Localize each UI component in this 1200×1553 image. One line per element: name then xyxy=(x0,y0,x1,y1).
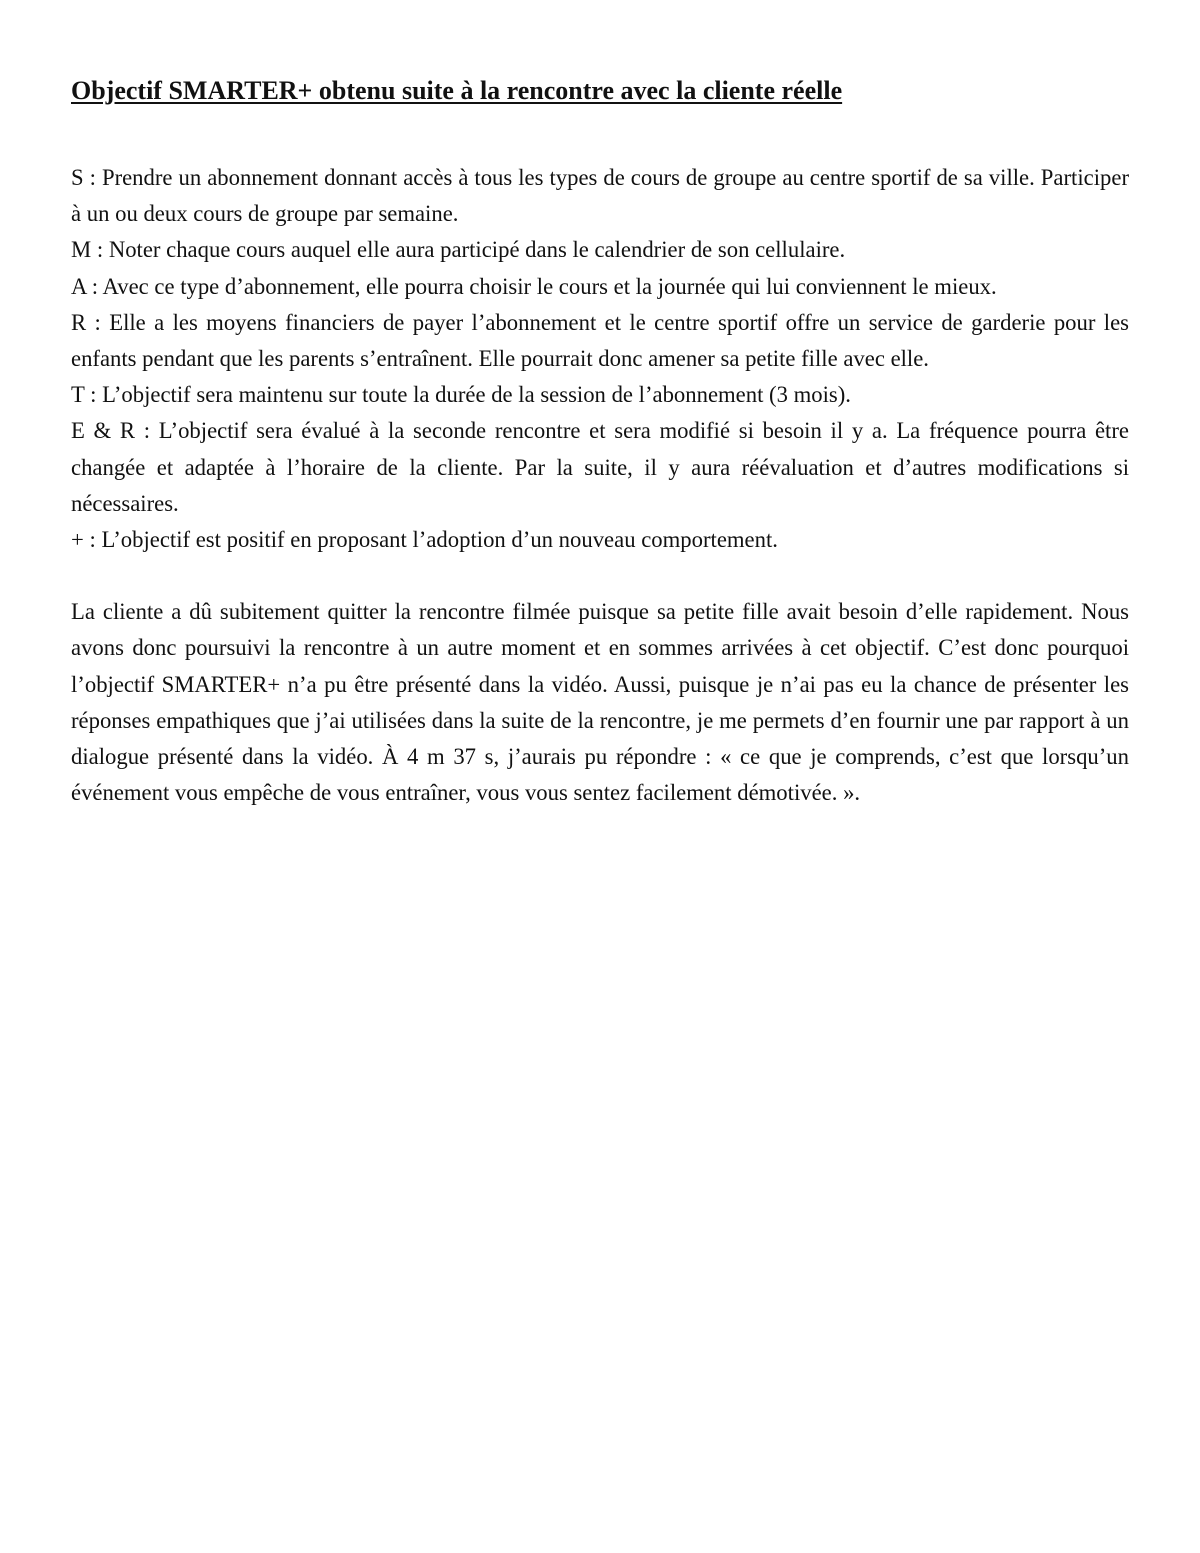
criterion-a: A : Avec ce type d’abonnement, elle pourra choisir le cours et la journée qui lui conviennent le mieux. xyxy=(71,273,997,299)
document-page xyxy=(71,72,1129,811)
criterion-t: T : L’objectif sera maintenu sur toute la durée de la session de l’abonnement (3 mois). xyxy=(71,382,851,408)
criterion-r: R : Elle a les moyens financiers de payer l’abonnement et le centre sportif offre un service de garderie pour les enfants pendant que les parents s’entraînent. Elle pourrait donc amener sa petite fille avec elle. xyxy=(71,309,1129,372)
criterion-e-r: E & R : L’objectif sera évalué à la seconde rencontre et sera modifié si besoin il y a. La fréquence pourra être changée et adaptée à l’horaire de la cliente. Par la suite, il y aura réévaluation et d’autres modifications si nécessaires. xyxy=(71,418,1129,516)
body-paragraph: La cliente a dû subitement quitter la rencontre filmée puisque sa petite fille avait besoin d’elle rapidement. Nous avons donc poursuivi la rencontre à un autre moment et en sommes arrivées à cet objectif. C’est donc pourquoi l’objectif SMARTER+ n’a pu être présenté dans la vidéo. Aussi, puisque je n’ai pas eu la chance de présenter les réponses empathiques que j’ai utilisées dans la suite de la rencontre, je me permets d’en fournir une par rapport à un dialogue présenté dans la vidéo. À 4 m 37 s, j’aurais pu répondre : « ce que je comprends, c’est que lorsqu’un événement vous empêche de vous entraîner, vous vous sentez facilement démotivée. ». xyxy=(71,599,1129,806)
document-title: Objectif SMARTER+ obtenu suite à la rencontre avec la cliente réelle xyxy=(71,76,843,105)
criterion-s: S : Prendre un abonnement donnant accès à tous les types de cours de groupe au centre sportif de sa ville. Participer à un ou deux cours de groupe par semaine. xyxy=(71,165,1129,227)
criterion-m: M : Noter chaque cours auquel elle aura participé dans le calendrier de son cellulaire. xyxy=(71,237,846,263)
criterion-plus: + : L’objectif est positif en proposant l’adoption d’un nouveau comportement. xyxy=(71,527,778,553)
smarter-criteria-list xyxy=(71,160,1129,558)
